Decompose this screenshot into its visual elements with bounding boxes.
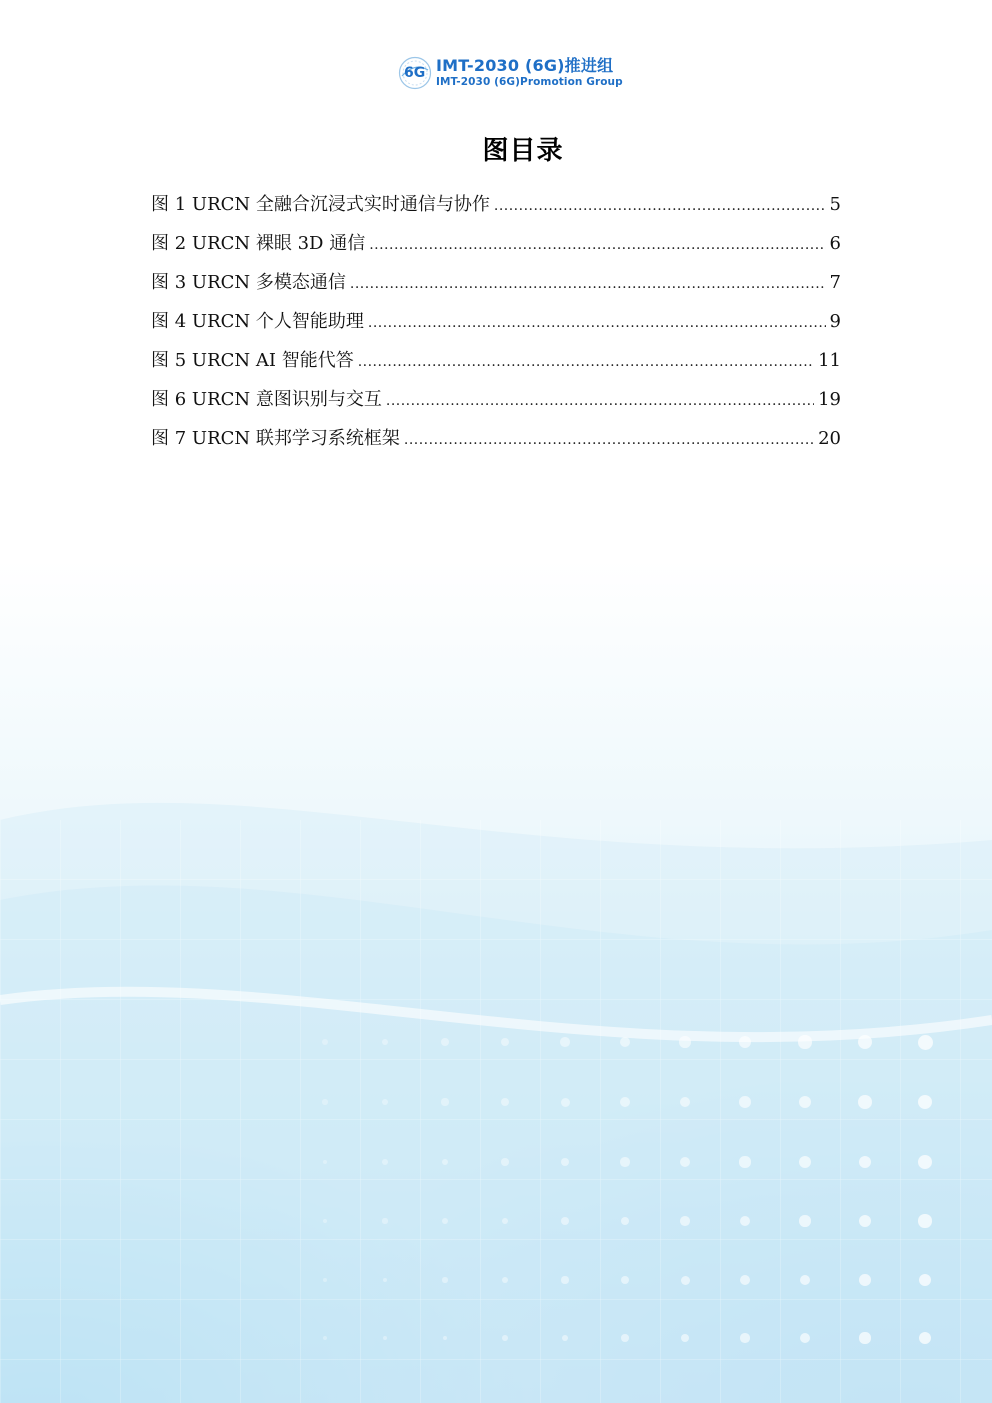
- toc-entry[interactable]: [151, 193, 841, 232]
- toc-entry-label: 图 3 URCN 多模态通信: [151, 272, 346, 293]
- background-dot: [620, 1097, 630, 1107]
- toc-leader-dots: [369, 233, 825, 257]
- background-dot: [323, 1160, 328, 1165]
- background-dot: [560, 1037, 570, 1047]
- toc-leader-dots: [350, 272, 826, 296]
- background-dot: [561, 1158, 569, 1166]
- background-dot: [501, 1098, 509, 1106]
- background-dot: [680, 1216, 690, 1226]
- toc-leader-dots: [368, 311, 826, 335]
- background-dot: [621, 1276, 629, 1284]
- background-dot: [323, 1278, 327, 1282]
- background-dot: [740, 1275, 750, 1285]
- toc-entry-label: 图 6 URCN 意图识别与交互: [151, 389, 382, 410]
- toc-entry-page: 5: [829, 194, 841, 215]
- background-dot: [799, 1215, 810, 1226]
- background-dot: [382, 1099, 388, 1105]
- background-dot: [681, 1334, 689, 1342]
- toc-entry-page: 20: [818, 428, 841, 449]
- toc-leader-dots: [404, 428, 814, 452]
- background-dot: [621, 1217, 630, 1226]
- background-dot: [442, 1277, 447, 1282]
- background-dot: [322, 1039, 328, 1045]
- background-dot: [383, 1278, 388, 1283]
- background-dot: [680, 1097, 691, 1108]
- background-dot: [442, 1218, 448, 1224]
- background-dot: [501, 1038, 510, 1047]
- background-dot: [858, 1035, 872, 1049]
- background-dot: [679, 1036, 690, 1047]
- background-dot: [859, 1274, 871, 1286]
- background-dot: [919, 1332, 931, 1344]
- toc-entry-page: 7: [829, 272, 841, 293]
- background-dot: [739, 1156, 750, 1167]
- logo-text: [436, 58, 623, 88]
- logo-title: IMT-2030 (6G)推进组: [436, 56, 614, 76]
- background-dot: [561, 1217, 569, 1225]
- background-dot: [502, 1218, 509, 1225]
- background-dot: [382, 1039, 389, 1046]
- background-dot: [680, 1157, 690, 1167]
- background-dot: [322, 1099, 327, 1104]
- background-dot: [919, 1274, 932, 1287]
- toc-entry-page: 9: [829, 311, 841, 332]
- toc-leader-dots: [386, 389, 814, 413]
- background-dot: [918, 1155, 932, 1169]
- background-dot: [502, 1335, 508, 1341]
- background-dot: [382, 1218, 387, 1223]
- figure-list: [151, 193, 841, 466]
- page-title: 图目录: [482, 136, 564, 166]
- logo-subtitle: IMT-2030 (6G)Promotion Group: [436, 76, 623, 89]
- header-logo: [398, 56, 623, 90]
- background-dot: [798, 1035, 811, 1048]
- logo-mark-text: 6G: [404, 65, 426, 81]
- background-dot: [561, 1276, 568, 1283]
- logo-globe-icon: [398, 56, 432, 90]
- background-dot: [441, 1098, 448, 1105]
- background-dot: [799, 1156, 811, 1168]
- background-dot: [383, 1336, 387, 1340]
- background-dot: [561, 1098, 570, 1107]
- background-dot: [501, 1158, 509, 1166]
- background-dot: [620, 1157, 629, 1166]
- toc-leader-dots: [358, 350, 814, 374]
- background-dot: [859, 1332, 870, 1343]
- background-dot: [918, 1214, 931, 1227]
- background-dot: [621, 1334, 629, 1342]
- background-dot: [740, 1216, 751, 1227]
- background-dot: [323, 1336, 327, 1340]
- background-dot: [918, 1035, 933, 1050]
- background-dot: [859, 1215, 871, 1227]
- background-dot: [858, 1095, 872, 1109]
- background-dot: [323, 1219, 327, 1223]
- background-dot: [442, 1159, 449, 1166]
- background-dot: [859, 1156, 872, 1169]
- toc-entry[interactable]: [151, 232, 841, 271]
- background-dot: [739, 1036, 751, 1048]
- toc-entry-label: 图 7 URCN 联邦学习系统框架: [151, 428, 400, 449]
- background-dot: [562, 1335, 569, 1342]
- toc-entry-page: 6: [829, 233, 841, 254]
- toc-entry-page: 11: [818, 350, 841, 371]
- toc-entry-label: 图 1 URCN 全融合沉浸式实时通信与协作: [151, 194, 490, 215]
- toc-entry-label: 图 4 URCN 个人智能助理: [151, 311, 364, 332]
- background-dot: [681, 1276, 690, 1285]
- toc-entry[interactable]: [151, 388, 841, 427]
- toc-entry[interactable]: [151, 349, 841, 388]
- toc-entry[interactable]: [151, 310, 841, 349]
- toc-entry-label: 图 5 URCN AI 智能代答: [151, 350, 354, 371]
- toc-entry-label: 图 2 URCN 裸眼 3D 通信: [151, 233, 366, 254]
- toc-leader-dots: [494, 194, 826, 218]
- toc-entry-page: 19: [818, 389, 841, 410]
- background-dot: [918, 1095, 932, 1109]
- background-dot: [739, 1096, 751, 1108]
- background-dot: [382, 1159, 388, 1165]
- background-dot: [443, 1336, 448, 1341]
- toc-entry[interactable]: [151, 271, 841, 310]
- background-dot: [800, 1275, 811, 1286]
- background-dot: [620, 1037, 631, 1048]
- background-dot: [740, 1333, 749, 1342]
- background-dot: [799, 1096, 812, 1109]
- background-dot: [441, 1038, 449, 1046]
- toc-entry[interactable]: [151, 427, 841, 466]
- background-dot: [502, 1277, 508, 1283]
- background-dot: [800, 1333, 810, 1343]
